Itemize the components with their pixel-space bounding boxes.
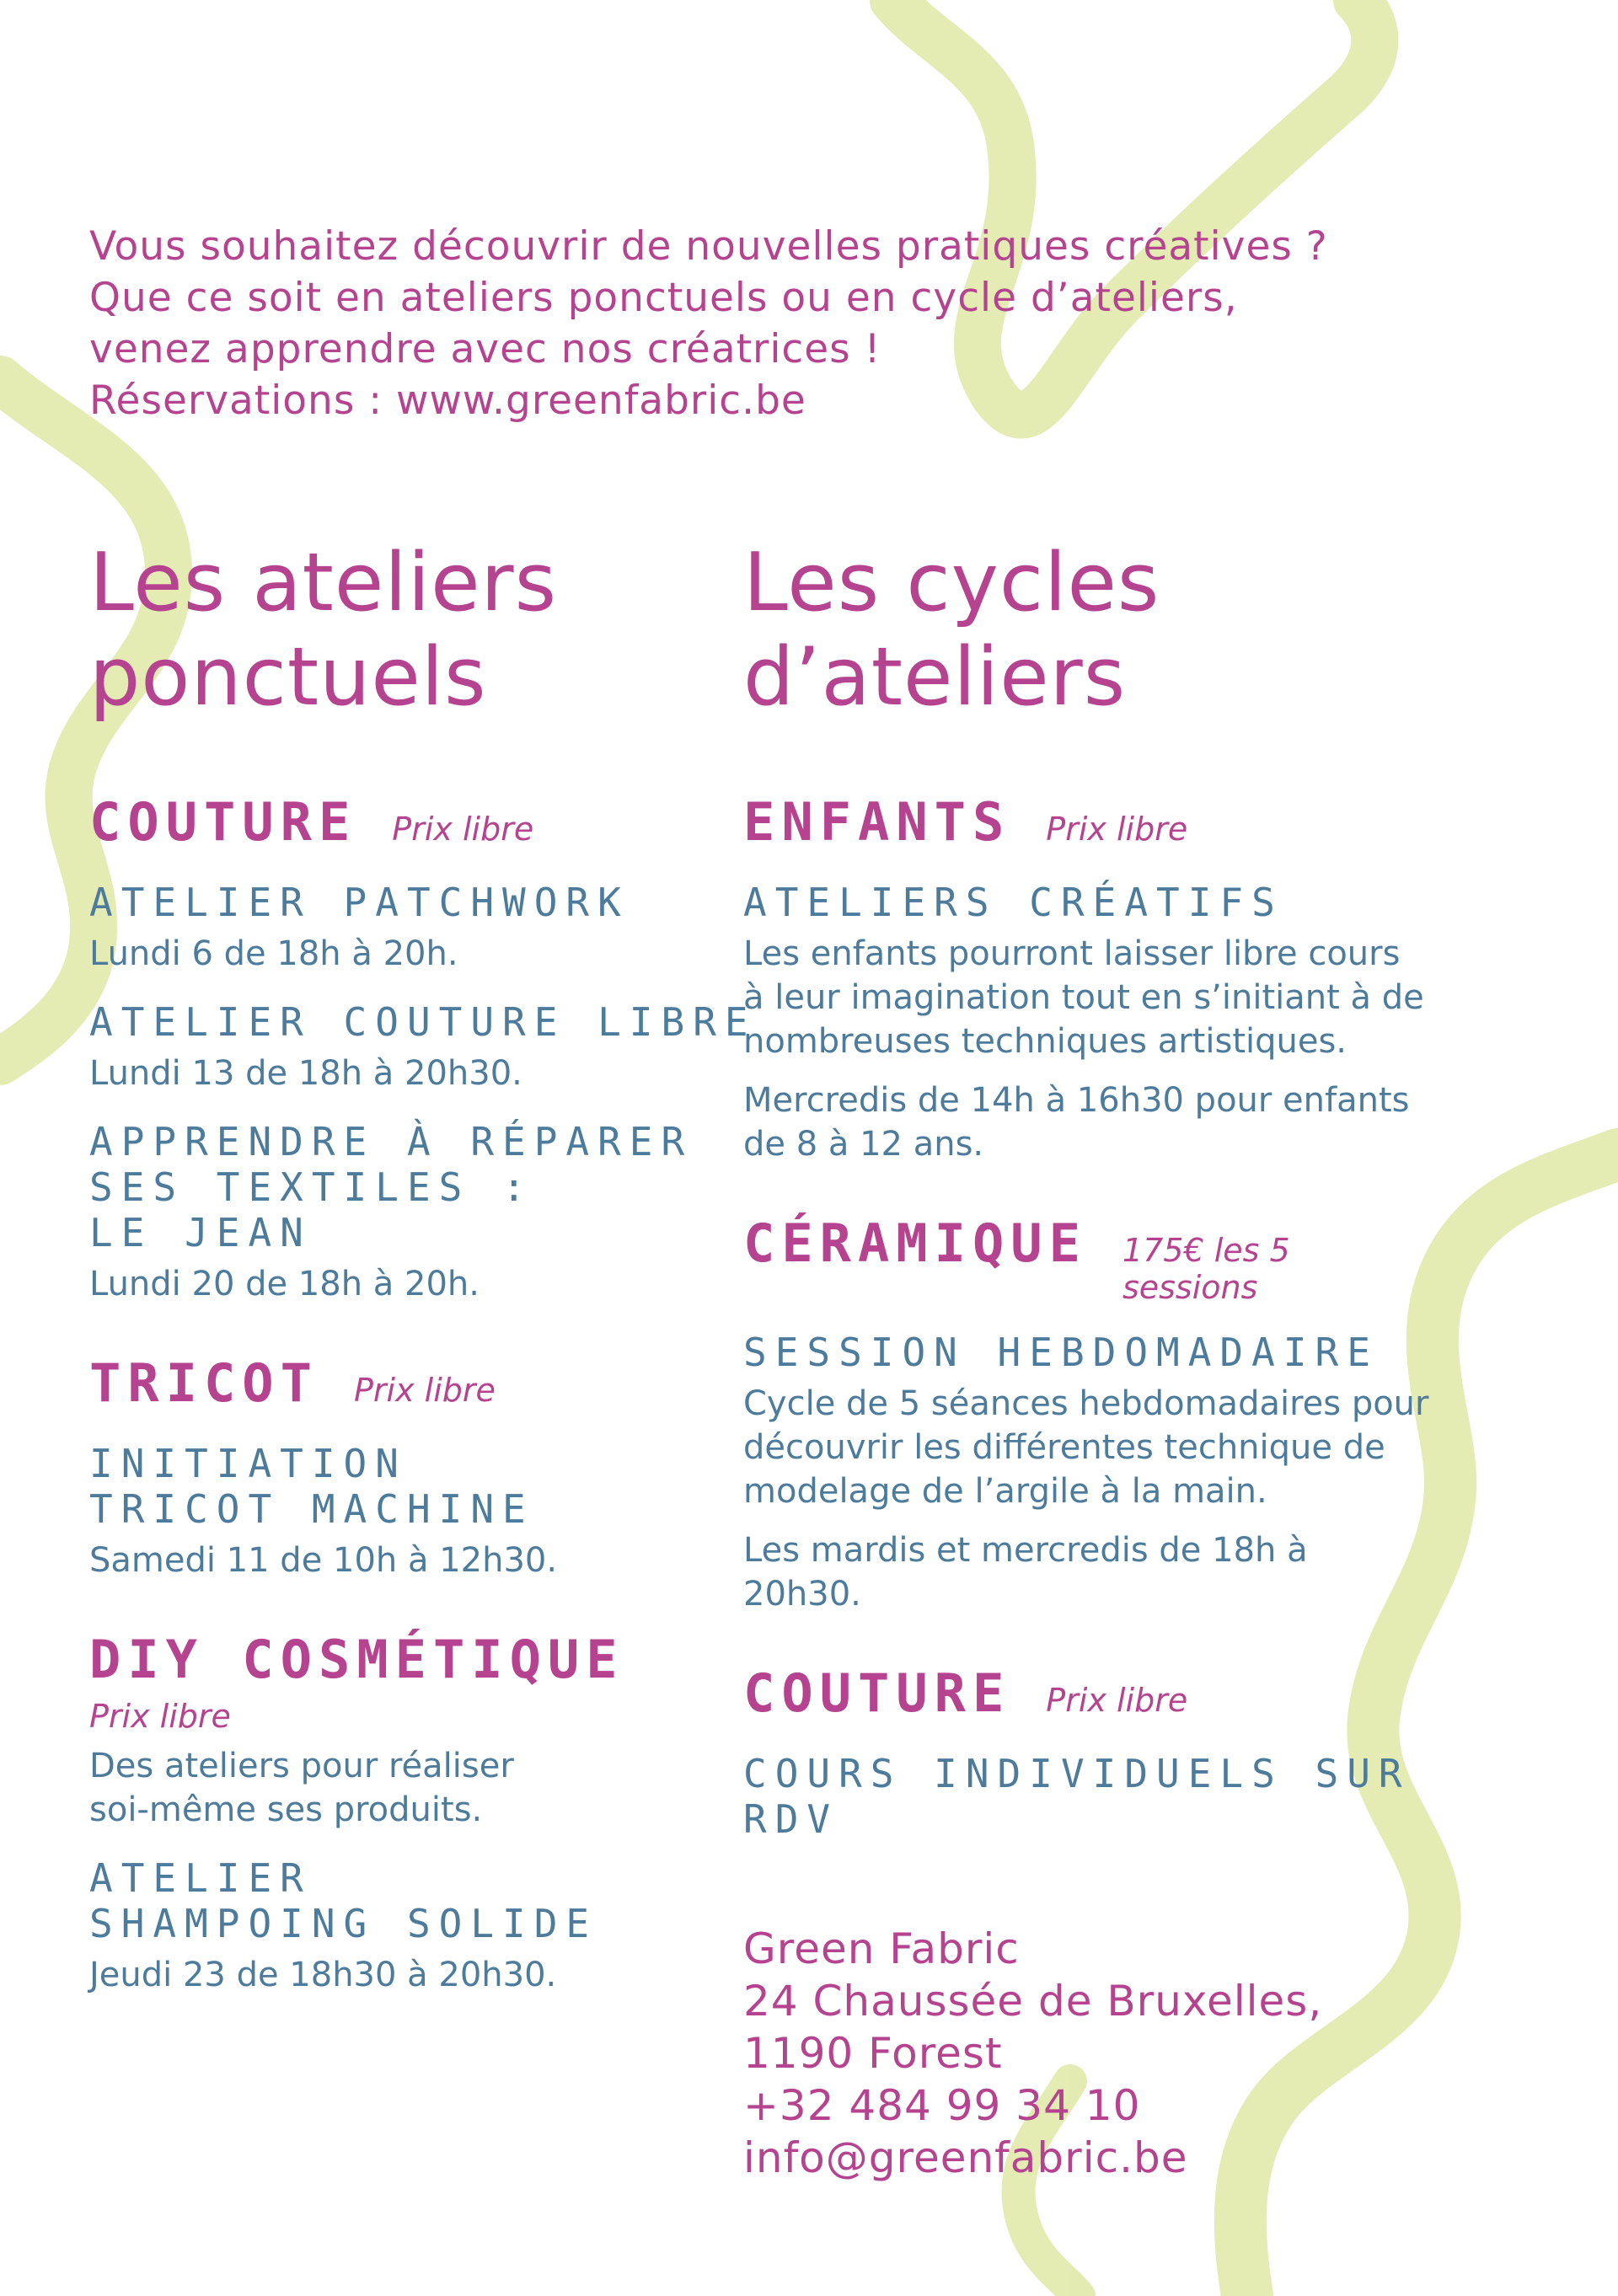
column-title-ponctuels: Les ateliers ponctuels (89, 537, 558, 724)
category-ceramique (743, 1210, 1434, 1306)
contact-city: 1190 Forest (743, 2029, 1003, 2078)
intro-line: Que ce soit en ateliers ponctuels ou en cycle d’ateliers, (89, 275, 1238, 321)
category-price: Prix libre (1046, 811, 1188, 848)
atelier-date: Lundi 13 de 18h à 20h30. (89, 1054, 522, 1093)
atelier-title: ATELIER SHAMPOING SOLIDE (89, 1855, 598, 1946)
atelier-title: COURS INDIVIDUELS SUR RDV (743, 1751, 1411, 1842)
cycles-ateliers-column (743, 536, 1434, 2184)
category-price: Prix libre (353, 1372, 496, 1409)
ateliers-ponctuels-column (89, 536, 780, 1997)
category-description: Des ateliers pour réaliser soi-même ses produits. (89, 1747, 514, 1829)
atelier-schedule: Mercredis de 14h à 16h30 pour enfants de 8 à 12 ans. (743, 1081, 1410, 1164)
category-enfants (743, 789, 1434, 856)
atelier-title: APPRENDRE À RÉPARER SES TEXTILES : LE JEAN (89, 1119, 694, 1255)
category-price: Prix libre (1046, 1682, 1188, 1719)
atelier-title: ATELIER PATCHWORK (89, 880, 630, 925)
category-name: ENFANTS (743, 791, 1011, 853)
atelier-title: ATELIERS CRÉATIFS (743, 880, 1283, 925)
contact-address: 24 Chaussée de Bruxelles, (743, 1977, 1323, 2026)
atelier-title: SESSION HEBDOMADAIRE (743, 1330, 1379, 1375)
atelier-date: Samedi 11 de 10h à 12h30. (89, 1541, 558, 1580)
category-price: Prix libre (89, 1698, 231, 1735)
contact-block (743, 1923, 1434, 2184)
category-name: COUTURE (89, 791, 357, 853)
atelier-title: ATELIER COUTURE LIBRE (89, 999, 757, 1045)
contact-phone[interactable]: +32 484 99 34 10 (743, 2081, 1141, 2130)
category-diy (89, 1626, 780, 1694)
reservation-link[interactable]: Réservations : www.greenfabric.be (89, 377, 806, 424)
atelier-title: INITIATION TRICOT MACHINE (89, 1441, 534, 1532)
category-tricot (89, 1350, 780, 1417)
contact-email[interactable]: info@greenfabric.be (743, 2133, 1188, 2182)
category-name: DIY COSMÉTIQUE (89, 1629, 624, 1690)
category-description: Cycle de 5 séances hebdomadaires pour découvrir les différentes technique de modelage de l’argile à la main. (743, 1384, 1429, 1511)
intro-text (89, 221, 1572, 426)
intro-line: Vous souhaitez découvrir de nouvelles pratiques créatives ? (89, 223, 1328, 270)
category-price: 175€ les 5 sessions (1122, 1232, 1290, 1306)
contact-name: Green Fabric (743, 1924, 1020, 1973)
atelier-schedule: Les mardis et mercredis de 18h à 20h30. (743, 1531, 1308, 1614)
category-couture (89, 789, 780, 856)
category-name: COUTURE (743, 1662, 1011, 1724)
atelier-date: Lundi 6 de 18h à 20h. (89, 934, 458, 973)
atelier-date: Jeudi 23 de 18h30 à 20h30. (89, 1956, 557, 1994)
category-price: Prix libre (392, 811, 534, 848)
column-title-cycles: Les cycles d’ateliers (743, 537, 1160, 724)
category-couture-cycle (743, 1660, 1434, 1727)
category-name: TRICOT (89, 1352, 319, 1414)
intro-line: venez apprendre avec nos créatrices ! (89, 326, 881, 372)
atelier-date: Lundi 20 de 18h à 20h. (89, 1265, 480, 1303)
category-description: Les enfants pourront laisser libre cours à leur imagination tout en s’initiant à de nombreuses techniques artistiques. (743, 934, 1424, 1061)
category-name: CÉRAMIQUE (743, 1212, 1087, 1274)
